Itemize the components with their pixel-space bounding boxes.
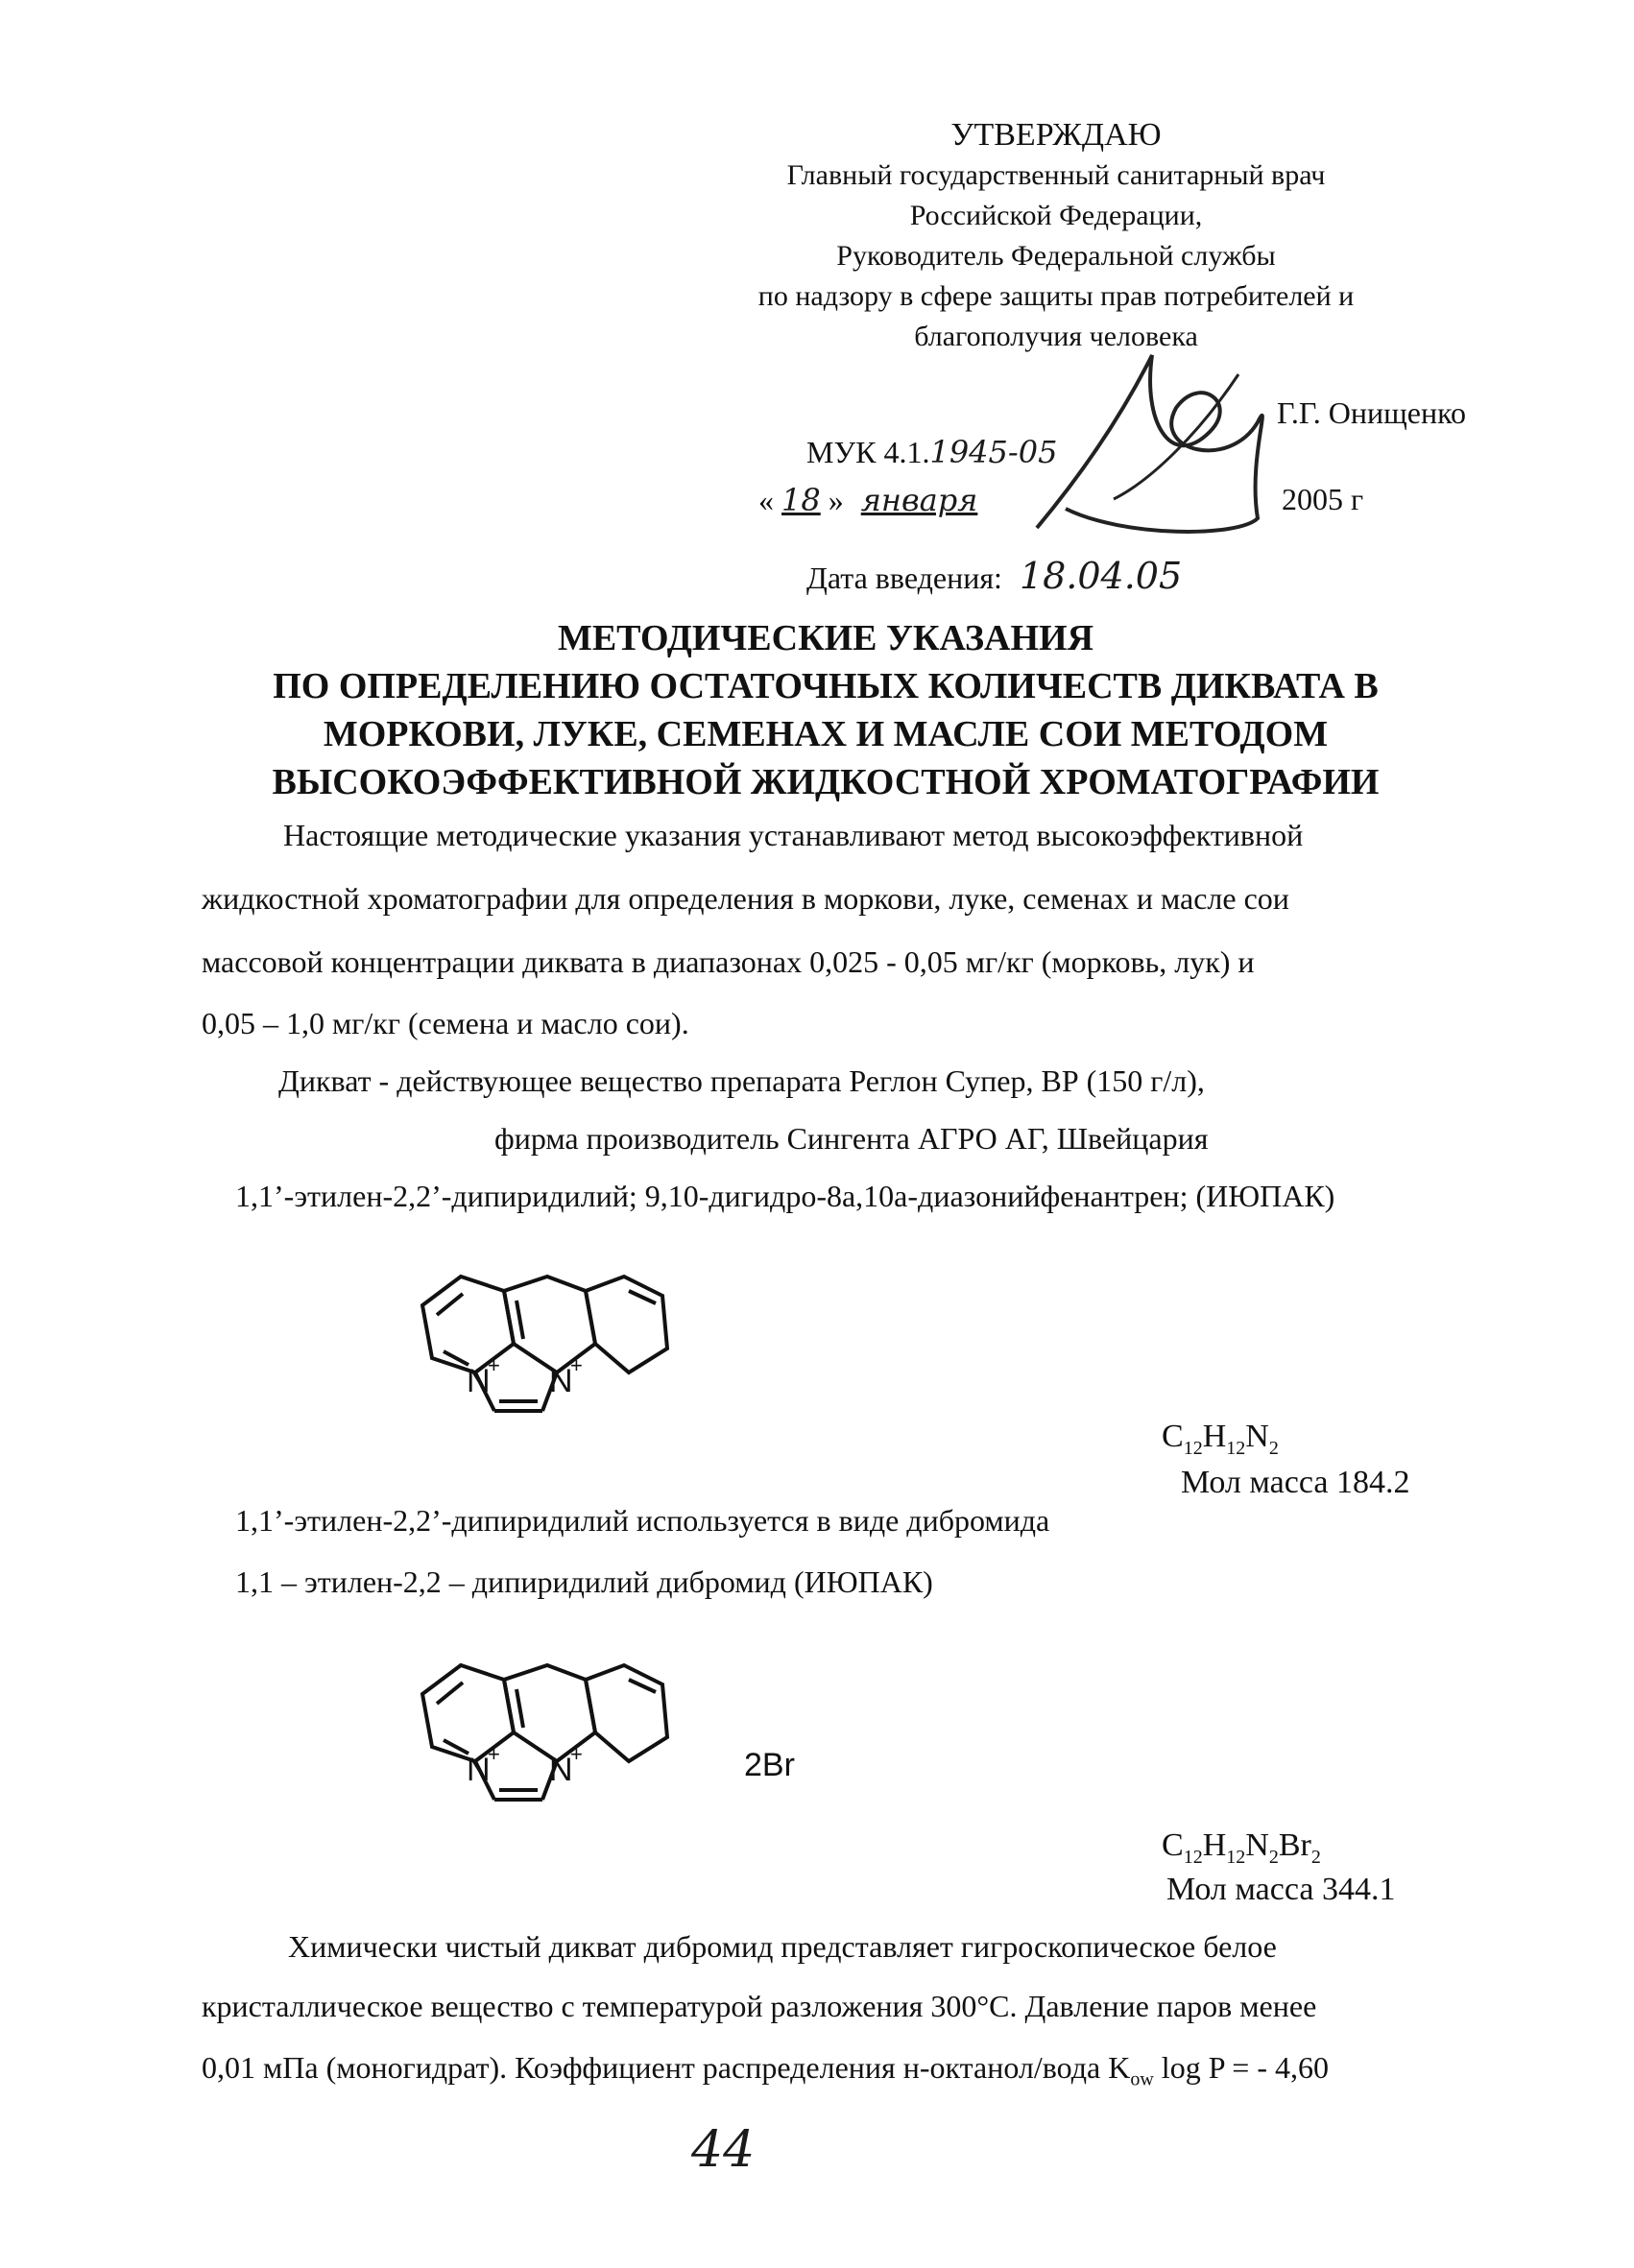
document-title bbox=[240, 614, 1411, 806]
title-line-3: МОРКОВИ, ЛУКЕ, СЕМЕНАХ И МАСЛЕ СОИ МЕТОДОМ bbox=[323, 714, 1329, 754]
structure2-n1: N bbox=[467, 1752, 491, 1788]
structure1-n2: N bbox=[549, 1363, 573, 1399]
structure2-n2: N bbox=[549, 1752, 573, 1788]
dibromide-line-2: 1,1 – этилен-2,2 – дипиридилий дибромид (ИЮПАК) bbox=[235, 1564, 933, 1599]
title-line-2: ПО ОПРЕДЕЛЕНИЮ ОСТАТОЧНЫХ КОЛИЧЕСТВ ДИКВАТА В bbox=[273, 666, 1379, 706]
doc-code-handwritten: 1945-05 bbox=[929, 434, 1058, 470]
intro-line-4: 0,05 – 1,0 мг/кг (семена и масло сои). bbox=[202, 1006, 689, 1040]
properties-line-1: Химически чистый дикват дибромид представляет гигроскопическое белое bbox=[288, 1929, 1277, 1964]
formula1-h-n: 12 bbox=[1226, 1437, 1246, 1459]
formula1-n-n: 2 bbox=[1268, 1437, 1279, 1459]
intro-line-2: жидкостной хроматографии для определения в моркови, луке, семенах и масле сои bbox=[202, 881, 1289, 916]
structure2-n2-charge: + bbox=[570, 1742, 583, 1766]
approval-date bbox=[758, 482, 977, 518]
approval-line-3: Руководитель Федеральной службы bbox=[836, 240, 1276, 272]
date-quote-close: » bbox=[828, 483, 844, 517]
structure1-n1-charge: + bbox=[488, 1353, 500, 1377]
formula1-c: C bbox=[1162, 1419, 1184, 1454]
approval-line-1: Главный государственный санитарный врач bbox=[786, 159, 1326, 191]
formula1-c-n: 12 bbox=[1183, 1437, 1203, 1459]
doc-code-label: МУК 4.1. bbox=[806, 435, 930, 469]
title-line-4: ВЫСОКОЭФФЕКТИВНОЙ ЖИДКОСТНОЙ ХРОМАТОГРАФИИ bbox=[272, 762, 1380, 802]
page-number: 44 bbox=[691, 2121, 756, 2179]
formula2-c: C bbox=[1162, 1827, 1184, 1863]
formula1-n: N bbox=[1245, 1419, 1269, 1454]
structure2-n1-charge: + bbox=[488, 1742, 500, 1766]
approval-line-2: Российской Федерации, bbox=[909, 200, 1203, 231]
properties-line-3 bbox=[202, 2050, 1329, 2090]
structure2-counter-ion: 2Br bbox=[744, 1747, 795, 1783]
properties-line-3-text: 0,01 мПа (моногидрат). Коэффициент распределения н-октанол/вода K bbox=[202, 2050, 1131, 2085]
structure2-formula bbox=[1162, 1827, 1321, 1869]
formula2-c-n: 12 bbox=[1183, 1846, 1203, 1868]
intro-date-handwritten: 18.04.05 bbox=[1019, 555, 1183, 597]
approval-line-4: по надзору в сфере защиты прав потребителей и bbox=[757, 280, 1355, 312]
intro-line-3: массовой концентрации диквата в диапазонах 0,025 - 0,05 мг/кг (морковь, лук) и bbox=[202, 944, 1255, 979]
diquat-line-1: Дикват - действующее вещество препарата Реглон Супер, ВР (150 г/л), bbox=[278, 1063, 1205, 1098]
dibromide-structure bbox=[384, 1632, 845, 1833]
intro-line-1: Настоящие методические указания устанавливают метод высокоэффективной bbox=[283, 818, 1304, 852]
formula2-n-n: 2 bbox=[1268, 1846, 1279, 1868]
formula2-n: N bbox=[1245, 1827, 1269, 1863]
intro-date-label: Дата введения: bbox=[806, 561, 1002, 595]
properties-line-3-end: log P = - 4,60 bbox=[1153, 2050, 1329, 2085]
date-month: января bbox=[860, 482, 978, 518]
diquat-line-3: 1,1’-этилен-2,2’-дипиридилий; 9,10-дигидро-8а,10а-диазонийфенантрен; (ИЮПАК) bbox=[235, 1179, 1335, 1213]
structure2-mass: Мол масса 344.1 bbox=[1166, 1872, 1396, 1907]
date-quote-open: « bbox=[758, 483, 774, 517]
diquat-structure bbox=[384, 1248, 691, 1440]
approval-year bbox=[1282, 482, 1363, 517]
intro-date bbox=[806, 555, 1182, 597]
date-year-suffix: г bbox=[1351, 482, 1364, 516]
properties-line-2: кристаллическое вещество с температурой разложения 300°С. Давление паров менее bbox=[202, 1989, 1317, 2023]
approval-line-5: благополучия человека bbox=[914, 321, 1198, 352]
date-day: 18 bbox=[781, 482, 821, 518]
structure1-formula bbox=[1162, 1419, 1279, 1460]
approval-stamp-title: УТВЕРЖДАЮ bbox=[950, 117, 1162, 153]
signature bbox=[1008, 317, 1277, 557]
date-year: 2005 bbox=[1282, 482, 1343, 516]
formula2-h-n: 12 bbox=[1226, 1846, 1246, 1868]
title-line-1: МЕТОДИЧЕСКИЕ УКАЗАНИЯ bbox=[557, 618, 1094, 658]
dibromide-line-1: 1,1’-этилен-2,2’-дипиридилий используется в виде дибромида bbox=[235, 1503, 1050, 1538]
structure1-n1: N bbox=[467, 1363, 491, 1399]
properties-kow-sub: ow bbox=[1130, 2068, 1154, 2090]
formula2-br-n: 2 bbox=[1310, 1846, 1321, 1868]
structure1-n2-charge: + bbox=[570, 1353, 583, 1377]
formula2-h: H bbox=[1202, 1827, 1227, 1863]
formula1-h: H bbox=[1202, 1419, 1227, 1454]
approval-signer: Г.Г. Онищенко bbox=[1277, 395, 1467, 430]
structure1-mass: Мол масса 184.2 bbox=[1181, 1465, 1410, 1500]
formula2-br: Br bbox=[1278, 1827, 1311, 1863]
diquat-line-2: фирма производитель Сингента АГРО АГ, Швейцария bbox=[494, 1121, 1209, 1156]
